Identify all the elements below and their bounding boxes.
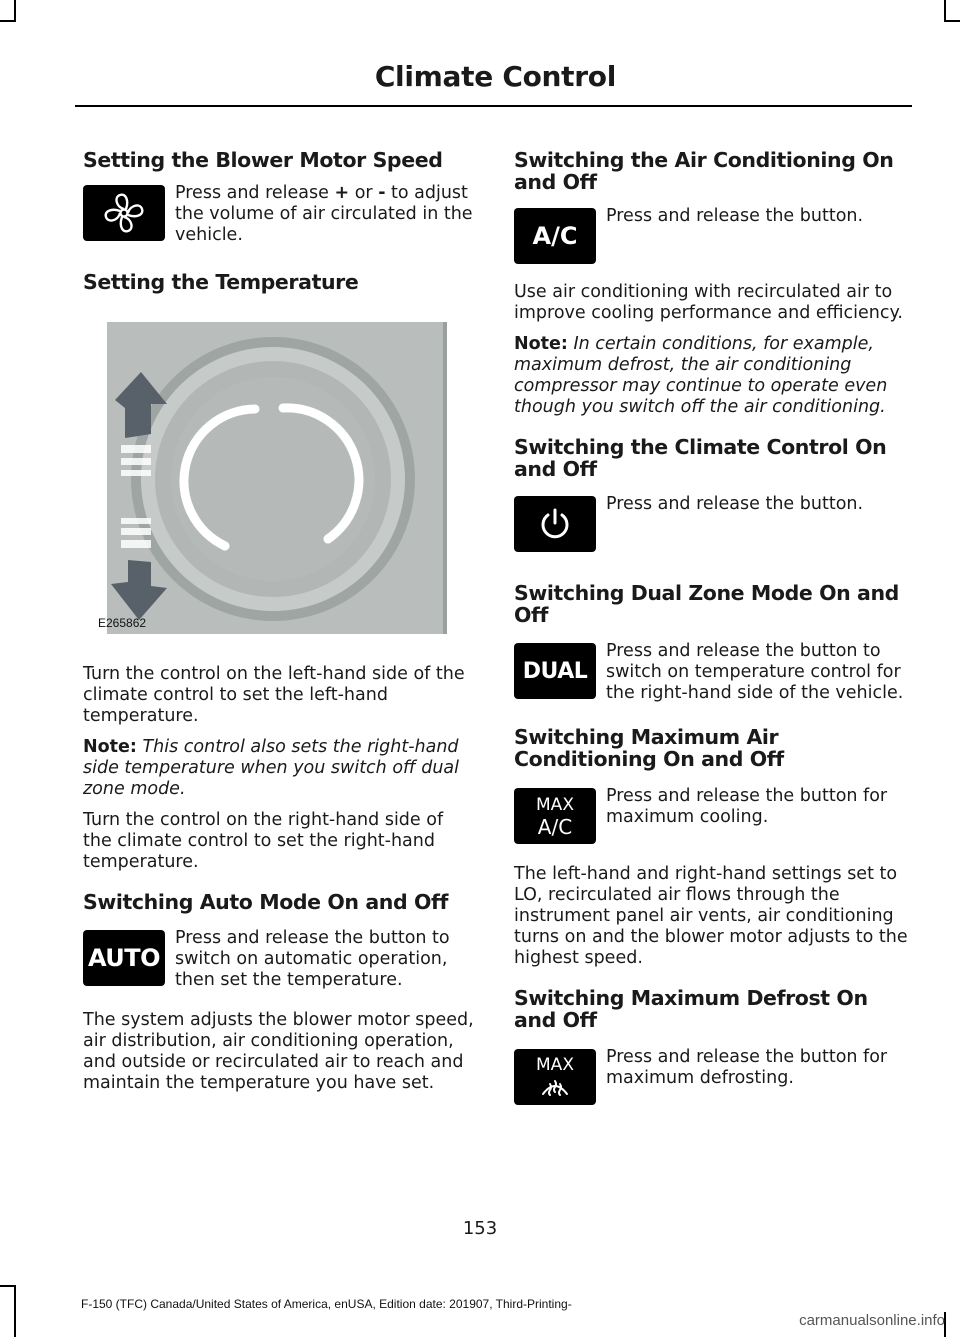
ac-button-icon: A/C: [514, 208, 596, 264]
ac-heading: Switching the Air Conditioning On and Off: [514, 148, 894, 194]
page-number: 153: [462, 1218, 498, 1239]
windshield-defrost-icon: [540, 1074, 570, 1098]
auto-button-icon: AUTO: [83, 930, 165, 986]
max-defrost-row: [514, 1047, 908, 1107]
max-ac-button-icon: MAX A/C: [514, 788, 596, 844]
climate-power-text: Press and release the button.: [606, 494, 864, 514]
edition-footer: F-150 (TFC) Canada/United States of America, enUSA, Edition date: 201907, Third-Printing-: [81, 1297, 572, 1311]
watermark: carmanualsonline.info: [799, 1312, 945, 1329]
page-title: Climate Control: [374, 60, 616, 93]
figure-code: E265862: [98, 616, 147, 630]
blower-speed-heading: Setting the Blower Motor Speed: [83, 148, 443, 172]
max-ac-paragraph: The left-hand and right-hand settings set to LO, recirculated air flows through the instrument panel air vents, air conditioning turns on and the blower motor adjusts to the highest speed.: [514, 864, 908, 968]
left-column: [83, 140, 475, 1094]
ac-row: [514, 206, 908, 266]
ac-paragraph: Use air conditioning with recirculated air to improve cooling performance and efficiency.: [514, 282, 903, 323]
dual-note: Note: This control also sets the right-hand side temperature when you switch off dual zone mode.: [83, 737, 460, 799]
crop-mark: [944, 0, 946, 22]
dual-zone-row: [514, 641, 908, 704]
auto-mode-paragraph: The system adjusts the blower motor speed, air distribution, air conditioning operation, and outside or recirculated air to reach and maintain the temperature you have set.: [83, 1010, 474, 1093]
crop-mark: [0, 20, 16, 22]
left-temp-paragraph: Turn the control on the left-hand side of the climate control to set the left-hand temperature.: [83, 664, 465, 726]
temperature-dial-figure: [83, 312, 475, 642]
max-defrost-button-icon: MAX: [514, 1049, 596, 1105]
dual-button-icon: DUAL: [514, 643, 596, 699]
power-icon: [514, 496, 596, 552]
max-ac-heading: Switching Maximum Air Conditioning On and Off: [514, 725, 784, 771]
max-defrost-heading: Switching Maximum Defrost On and Off: [514, 986, 868, 1032]
auto-mode-text: Press and release the button to switch on automatic operation, then set the temperature.: [175, 928, 450, 990]
max-ac-row: [514, 786, 908, 846]
crop-mark: [944, 20, 960, 22]
dual-zone-text: Press and release the button to switch on temperature control for the right-hand side of the vehicle.: [606, 641, 904, 703]
max-ac-text: Press and release the button for maximum cooling.: [606, 786, 888, 827]
auto-mode-row: [83, 928, 475, 991]
climate-power-row: [514, 494, 908, 554]
right-column: [514, 140, 908, 1107]
crop-mark: [14, 1285, 16, 1337]
ac-text: Press and release the button.: [606, 206, 864, 226]
crop-mark: [14, 0, 16, 22]
temperature-heading: Setting the Temperature: [83, 270, 359, 294]
max-defrost-text: Press and release the button for maximum defrosting.: [606, 1047, 888, 1088]
right-temp-paragraph: Turn the control on the right-hand side of the climate control to set the right-hand temperature.: [83, 810, 444, 872]
blower-speed-text: Press and release + or - to adjust the volume of air circulated in the vehicle.: [175, 183, 473, 245]
ac-note: Note: In certain conditions, for example, maximum defrost, the air conditioning compressor may continue to operate even though you switch off the air conditioning.: [514, 334, 888, 417]
header-divider: [75, 105, 912, 107]
dual-zone-heading: Switching Dual Zone Mode On and Off: [514, 581, 899, 627]
crop-mark: [0, 1285, 16, 1287]
auto-mode-heading: Switching Auto Mode On and Off: [83, 890, 449, 914]
blower-speed-row: [83, 183, 475, 246]
climate-power-heading: Switching the Climate Control On and Off: [514, 435, 887, 481]
fan-icon: [83, 185, 165, 241]
